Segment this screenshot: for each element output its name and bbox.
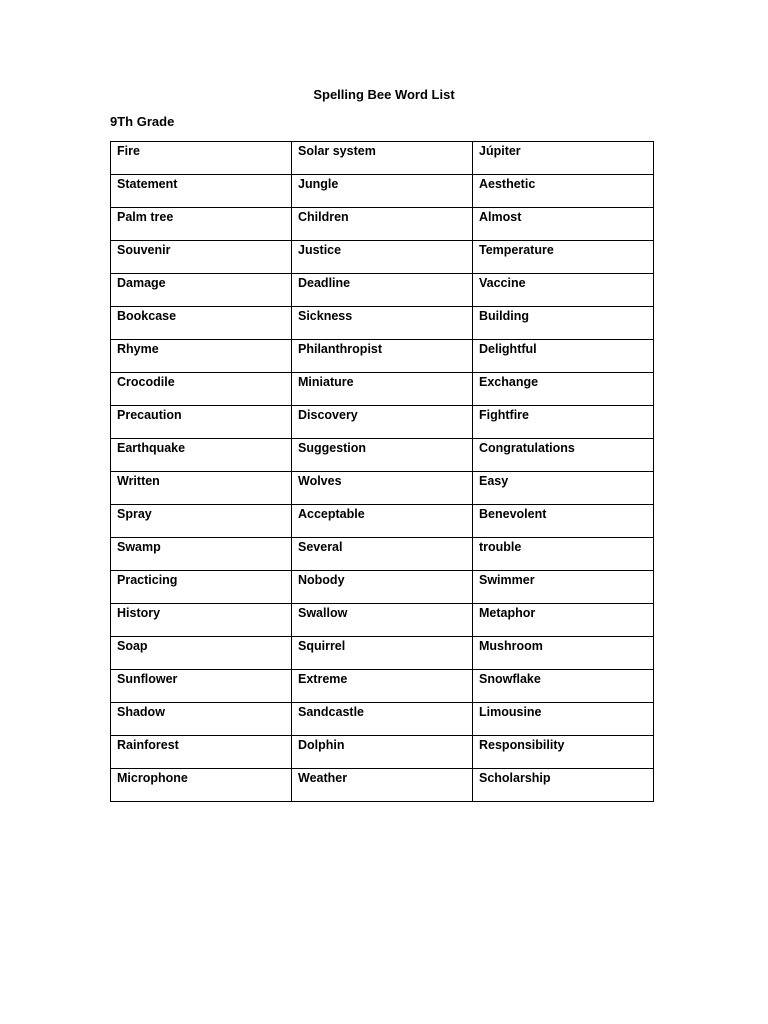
- table-row: [111, 406, 654, 439]
- table-cell: [473, 208, 654, 241]
- word-text: Philanthropist: [298, 342, 383, 356]
- word-text: Snowflake: [479, 672, 541, 686]
- table-cell: [111, 175, 292, 208]
- table-cell: [111, 769, 292, 802]
- word-text: Temperature: [479, 243, 554, 257]
- table-row: [111, 769, 654, 802]
- word-text: Spray: [117, 507, 152, 521]
- table-cell: [111, 373, 292, 406]
- word-text: Responsibility: [479, 738, 565, 752]
- table-row: [111, 142, 654, 175]
- word-text: Soap: [117, 639, 148, 653]
- table-row: [111, 505, 654, 538]
- table-cell: [473, 241, 654, 274]
- word-text: Suggestion: [298, 441, 367, 455]
- word-text: Sandcastle: [298, 705, 365, 719]
- word-text: Limousine: [479, 705, 542, 719]
- word-text: Sunflower: [117, 672, 178, 686]
- table-cell: [292, 505, 473, 538]
- word-text: Jungle: [298, 177, 339, 191]
- table-row: [111, 571, 654, 604]
- word-text: Dolphin: [298, 738, 345, 752]
- table-cell: [111, 604, 292, 637]
- table-row: [111, 670, 654, 703]
- table-cell: [292, 307, 473, 340]
- word-text: Precaution: [117, 408, 182, 422]
- table-cell: [111, 307, 292, 340]
- table-cell: [292, 142, 473, 175]
- table-cell: [473, 406, 654, 439]
- word-text: Aesthetic: [479, 177, 536, 191]
- word-text: Souvenir: [117, 243, 171, 257]
- table-cell: [292, 274, 473, 307]
- word-text: Wolves: [298, 474, 342, 488]
- table-cell: [111, 538, 292, 571]
- word-text: Fightfire: [479, 408, 529, 422]
- table-row: [111, 736, 654, 769]
- word-text: Extreme: [298, 672, 348, 686]
- table-cell: [292, 538, 473, 571]
- table-cell: [473, 769, 654, 802]
- table-cell: [111, 208, 292, 241]
- table-row: [111, 703, 654, 736]
- word-text: Scholarship: [479, 771, 551, 785]
- word-text: Statement: [117, 177, 178, 191]
- word-text: trouble: [479, 540, 522, 554]
- word-text: Miniature: [298, 375, 354, 389]
- word-text: History: [117, 606, 161, 620]
- table-cell: [111, 472, 292, 505]
- word-text: Justice: [298, 243, 342, 257]
- table-cell: [473, 736, 654, 769]
- table-cell: [473, 175, 654, 208]
- table-cell: [292, 604, 473, 637]
- word-text: Vaccine: [479, 276, 526, 290]
- word-text: Easy: [479, 474, 509, 488]
- table-cell: [292, 406, 473, 439]
- word-text: Solar system: [298, 144, 376, 158]
- table-cell: [111, 736, 292, 769]
- word-text: Discovery: [298, 408, 358, 422]
- word-text: Several: [298, 540, 343, 554]
- table-cell: [111, 571, 292, 604]
- table-cell: [473, 142, 654, 175]
- word-text: Congratulations: [479, 441, 575, 455]
- word-text: Palm tree: [117, 210, 174, 224]
- word-text: Mushroom: [479, 639, 543, 653]
- table-row: [111, 175, 654, 208]
- table-row: [111, 340, 654, 373]
- table-cell: [292, 637, 473, 670]
- word-text: Practicing: [117, 573, 178, 587]
- table-cell: [111, 274, 292, 307]
- word-text: Benevolent: [479, 507, 547, 521]
- table-cell: [111, 340, 292, 373]
- table-row: [111, 241, 654, 274]
- word-text: Acceptable: [298, 507, 365, 521]
- grade-label: 9Th Grade: [110, 114, 175, 129]
- table-cell: [473, 472, 654, 505]
- word-text: Crocodile: [117, 375, 175, 389]
- table-cell: [473, 571, 654, 604]
- word-text: Sickness: [298, 309, 353, 323]
- table-cell: [292, 769, 473, 802]
- table-cell: [292, 670, 473, 703]
- table-row: [111, 472, 654, 505]
- table-row: [111, 373, 654, 406]
- word-text: Earthquake: [117, 441, 186, 455]
- word-text: Shadow: [117, 705, 165, 719]
- table-cell: [473, 604, 654, 637]
- table-cell: [473, 307, 654, 340]
- table-row: [111, 637, 654, 670]
- page-title: Spelling Bee Word List: [313, 87, 455, 102]
- table-cell: [111, 142, 292, 175]
- table-cell: [111, 637, 292, 670]
- table-cell: [292, 340, 473, 373]
- table-cell: [473, 439, 654, 472]
- word-text: Swallow: [298, 606, 348, 620]
- table-cell: [111, 406, 292, 439]
- word-text: Squirrel: [298, 639, 346, 653]
- word-text: Delightful: [479, 342, 537, 356]
- word-text: Microphone: [117, 771, 188, 785]
- word-text: Metaphor: [479, 606, 536, 620]
- table-cell: [292, 241, 473, 274]
- table-cell: [292, 571, 473, 604]
- table-cell: [292, 472, 473, 505]
- table-row: [111, 604, 654, 637]
- table-cell: [473, 373, 654, 406]
- word-text: Rhyme: [117, 342, 159, 356]
- table-cell: [111, 505, 292, 538]
- table-cell: [111, 670, 292, 703]
- table-cell: [292, 439, 473, 472]
- table-row: [111, 439, 654, 472]
- word-list-table: [110, 141, 654, 802]
- table-row: [111, 208, 654, 241]
- word-text: Bookcase: [117, 309, 177, 323]
- word-text: Children: [298, 210, 349, 224]
- word-text: Júpiter: [479, 144, 521, 158]
- word-text: Building: [479, 309, 529, 323]
- table-cell: [111, 439, 292, 472]
- table-row: [111, 307, 654, 340]
- word-text: Deadline: [298, 276, 351, 290]
- table-cell: [473, 703, 654, 736]
- word-text: Rainforest: [117, 738, 179, 752]
- word-text: Written: [117, 474, 160, 488]
- table-cell: [473, 538, 654, 571]
- table-cell: [473, 637, 654, 670]
- word-text: Almost: [479, 210, 522, 224]
- word-text: Weather: [298, 771, 348, 785]
- word-text: Fire: [117, 144, 140, 158]
- table-row: [111, 538, 654, 571]
- table-cell: [473, 340, 654, 373]
- table-cell: [111, 703, 292, 736]
- word-text: Nobody: [298, 573, 345, 587]
- table-cell: [111, 241, 292, 274]
- word-text: Swimmer: [479, 573, 535, 587]
- word-text: Damage: [117, 276, 166, 290]
- word-text: Exchange: [479, 375, 539, 389]
- table-cell: [292, 703, 473, 736]
- table-cell: [292, 373, 473, 406]
- word-text: Swamp: [117, 540, 161, 554]
- table-cell: [292, 175, 473, 208]
- table-cell: [473, 274, 654, 307]
- table-row: [111, 274, 654, 307]
- table-cell: [473, 505, 654, 538]
- table-cell: [292, 736, 473, 769]
- table-cell: [292, 208, 473, 241]
- table-cell: [473, 670, 654, 703]
